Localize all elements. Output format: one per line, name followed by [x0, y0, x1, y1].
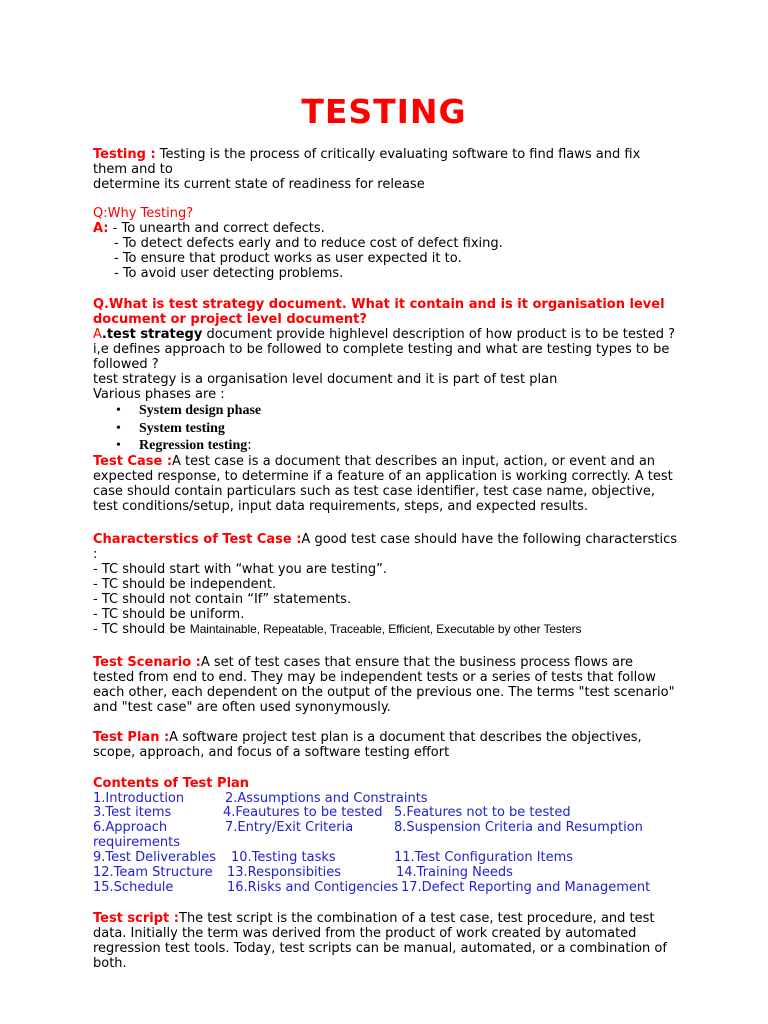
- plan-line2: scope, approach, and focus of a software testing effort: [93, 745, 450, 760]
- testing-definition-text: Testing is the process of critically evaluating software to find flaws and fix: [155, 147, 641, 162]
- why-item-2: - To detect defects early and to reduce cost of defect fixing.: [114, 236, 503, 251]
- characteristics-text: A good test case should have the following characterstics: [301, 532, 678, 547]
- strategy-answer-text: document provide highlevel description of how product is to be tested ?: [202, 327, 676, 342]
- characteristics-item-5: [93, 622, 581, 637]
- strategy-answer-label: A: [93, 327, 102, 342]
- scenario-line2: tested from end to end. They may be independent tests or a series of tests that follow: [93, 670, 656, 685]
- test-case-line4: test conditions/setup, input data requirements, steps, and expected results.: [93, 499, 588, 514]
- contents-item: 3.Test items: [93, 805, 172, 820]
- characteristics-item-5-prefix: - TC should be: [93, 622, 190, 637]
- scenario-line3: each other, each dependent on the output of the previous one. The terms "test scenario": [93, 685, 675, 700]
- contents-item: 4.Feautures to be tested: [223, 805, 383, 820]
- contents-item: 11.Test Configuration Items: [394, 850, 574, 865]
- test-case-line1: [93, 454, 655, 469]
- strategy-line5: Various phases are :: [93, 387, 225, 402]
- plan-label: Test Plan :: [93, 730, 170, 745]
- contents-item: 15.Schedule: [93, 880, 174, 895]
- contents-item: requirements: [93, 835, 180, 850]
- scenario-line1: [93, 655, 633, 670]
- test-case-line2: expected response, to determine if a feature of an application is working correctly. A test: [93, 469, 673, 484]
- contents-item: 10.Testing tasks: [231, 850, 336, 865]
- script-label: Test script :: [93, 911, 179, 926]
- characteristics-item-2: - TC should be independent.: [93, 577, 277, 592]
- contents-label: Contents of Test Plan: [93, 776, 250, 791]
- testing-label: Testing :: [93, 147, 156, 162]
- contents-item: 16.Risks and Contigencies: [227, 880, 399, 895]
- scenario-label: Test Scenario :: [93, 655, 201, 670]
- why-item-4: - To avoid user detecting problems.: [114, 266, 344, 281]
- characteristics-line2: :: [93, 547, 98, 562]
- scenario-line4: and "test case" are often used synonymously.: [93, 700, 391, 715]
- contents-item: 12.Team Structure: [93, 865, 213, 880]
- script-line2: data. Initially the term was derived from the product of work created by automated: [93, 926, 637, 941]
- contents-item: 2.Assumptions and Constraints: [225, 791, 428, 806]
- strategy-line4: test strategy is a organisation level document and it is part of test plan: [93, 372, 558, 387]
- script-line4: both.: [93, 956, 127, 971]
- contents-item: 5.Features not to be tested: [394, 805, 571, 820]
- phase-bullet-1: •: [116, 403, 121, 418]
- contents-item: 17.Defect Reporting and Management: [401, 880, 651, 895]
- phase-3: Regression testing: [139, 438, 248, 453]
- phase-1: System design phase: [139, 403, 262, 418]
- contents-item: 9.Test Deliverables: [93, 850, 217, 865]
- strategy-question-line2: document or project level document?: [93, 312, 367, 327]
- page-title: TESTING: [301, 92, 467, 131]
- why-item-1: - To unearth and correct defects.: [108, 221, 325, 236]
- strategy-answer-line1: [93, 327, 675, 342]
- contents-item: 6.Approach: [93, 820, 168, 835]
- strategy-line3: followed ?: [93, 357, 159, 372]
- phase-2: System testing: [139, 421, 225, 436]
- testing-definition-line2: them and to: [93, 162, 173, 177]
- characteristics-item-1: - TC should start with “what you are testing”.: [93, 562, 387, 577]
- strategy-question-line1: Q.What is test strategy document. What it contain and is it organisation level: [93, 297, 665, 312]
- why-answer-label: A:: [93, 221, 109, 236]
- testing-definition-line1: [93, 147, 640, 162]
- characteristics-item-4: - TC should be uniform.: [93, 607, 245, 622]
- plan-line1: [93, 730, 642, 745]
- contents-item: 14.Training Needs: [396, 865, 513, 880]
- contents-item: 13.Responsibities: [227, 865, 342, 880]
- script-line1: [93, 911, 655, 926]
- characteristics-item-3: - TC should not contain “If” statements.: [93, 592, 352, 607]
- strategy-answer-bold: .test strategy: [101, 327, 203, 342]
- contents-item: 8.Suspension Criteria and Resumption: [394, 820, 643, 835]
- test-case-line3: case should contain particulars such as test case identifier, test case name, objective,: [93, 484, 655, 499]
- test-case-text: A test case is a document that describes an input, action, or event and an: [172, 454, 656, 469]
- why-testing-question: Q:Why Testing?: [93, 206, 194, 221]
- testing-definition-line3: determine its current state of readiness for release: [93, 177, 425, 192]
- why-answer-line1: [93, 221, 325, 236]
- script-line3: regression test tools. Today, test scripts can be manual, automated, or a combination of: [93, 941, 667, 956]
- why-item-3: - To ensure that product works as user expected it to.: [114, 251, 462, 266]
- script-text: The test script is the combination of a test case, test procedure, and test: [179, 911, 655, 926]
- contents-item: 7.Entry/Exit Criteria: [225, 820, 354, 835]
- contents-item: 1.Introduction: [93, 791, 185, 806]
- characteristics-item-5-rest: Maintainable, Repeatable, Traceable, Efficient, Executable by other Testers: [189, 622, 582, 636]
- phase-3-suffix: :: [247, 438, 252, 453]
- characteristics-label: Characterstics of Test Case :: [93, 532, 302, 547]
- phase-bullet-2: •: [116, 421, 121, 436]
- strategy-line2: i,e defines approach to be followed to complete testing and what are testing types to be: [93, 342, 670, 357]
- scenario-text: A set of test cases that ensure that the business process flows are: [200, 655, 634, 670]
- phase-3-line: [139, 438, 252, 453]
- characteristics-line1: [93, 532, 677, 547]
- plan-text: A software project test plan is a document that describes the objectives,: [169, 730, 642, 745]
- test-case-label: Test Case :: [93, 454, 173, 469]
- phase-bullet-3: •: [116, 438, 121, 453]
